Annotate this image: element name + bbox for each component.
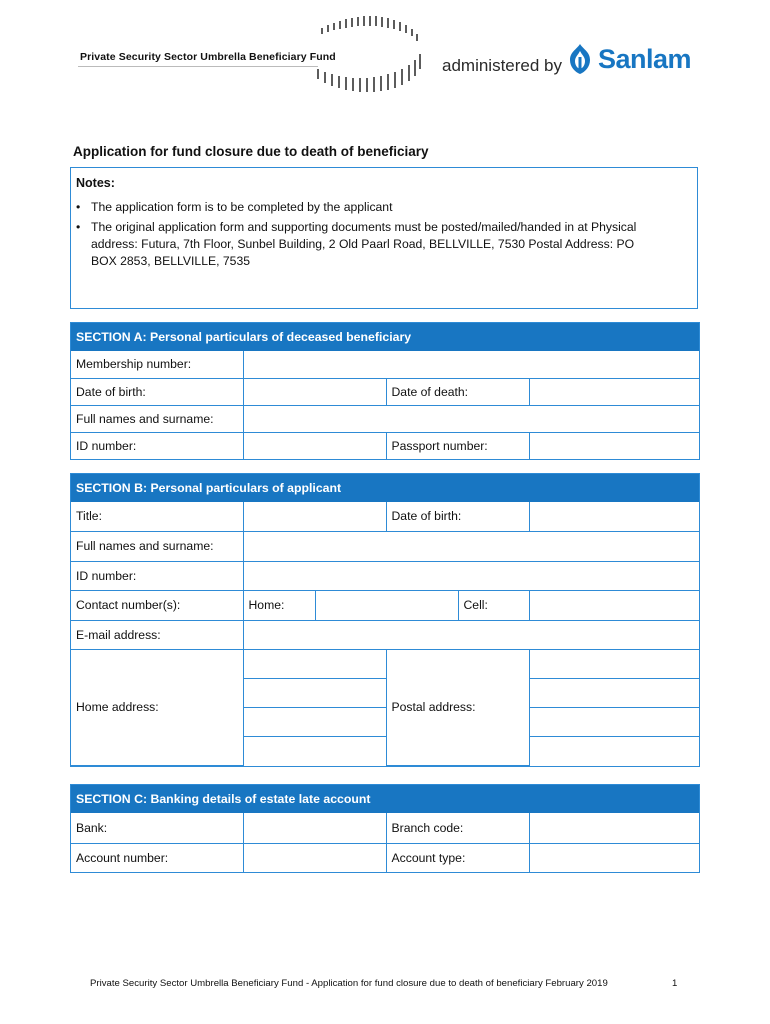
date-of-death-label: Date of death: <box>386 378 529 405</box>
applicant-id-number-field[interactable] <box>243 561 699 590</box>
applicant-dob-label: Date of birth: <box>386 502 529 531</box>
page-footer: Private Security Sector Umbrella Beneficiary Fund - Application for fund closure due to death of beneficiary February 2019 <box>90 978 608 989</box>
section-c <box>70 784 700 873</box>
note-item: • The original application form and supporting documents must be posted/mailed/handed in at Physical address: Futura, 7th Floor, Sunbel Building, 2 Old Paarl Road, BELLVILLE, 7530 Postal Address: PO BOX 2853, BELLVILLE, 7535 <box>76 220 637 268</box>
passport-number-label: Passport number: <box>386 432 529 459</box>
postal-address-line-3[interactable] <box>529 707 699 736</box>
notes-box <box>70 167 698 309</box>
administered-by-label: administered by <box>442 56 563 75</box>
email-label: E-mail address: <box>71 620 243 649</box>
bank-label: Bank: <box>71 813 243 843</box>
postal-address-label: Postal address: <box>386 649 529 765</box>
deceased-id-number-label: ID number: <box>71 432 243 459</box>
email-field[interactable] <box>243 620 699 649</box>
form-title: Application for fund closure due to death of beneficiary <box>73 144 429 159</box>
section-a-title: SECTION A: Personal particulars of deceased beneficiary <box>71 323 699 351</box>
page-number: 1 <box>672 978 678 989</box>
membership-number-label: Membership number: <box>71 351 243 378</box>
bullet-icon: • <box>76 220 81 234</box>
applicant-full-names-label: Full names and surname: <box>71 531 243 561</box>
cell-phone-label: Cell: <box>458 590 529 620</box>
membership-number-field[interactable] <box>243 351 699 378</box>
note-item: • The application form is to be completed by the applicant <box>76 200 393 214</box>
notes-list <box>71 199 697 273</box>
postal-address-line-4[interactable] <box>529 736 699 765</box>
account-number-label: Account number: <box>71 843 243 872</box>
home-address-line-4[interactable] <box>243 736 386 765</box>
section-b-table <box>71 502 699 766</box>
deceased-dob-label: Date of birth: <box>71 378 243 405</box>
section-c-table <box>71 813 699 872</box>
postal-address-line-2[interactable] <box>529 678 699 707</box>
home-address-line-3[interactable] <box>243 707 386 736</box>
section-b-title: SECTION B: Personal particulars of applicant <box>71 474 699 502</box>
applicant-title-label: Title: <box>71 502 243 531</box>
date-of-death-field[interactable] <box>529 378 699 405</box>
deceased-id-number-field[interactable] <box>243 432 386 459</box>
notes-heading: Notes: <box>76 176 115 190</box>
cell-phone-field[interactable] <box>529 590 699 620</box>
applicant-full-names-field[interactable] <box>243 531 699 561</box>
sanlam-logo-icon <box>566 42 594 76</box>
applicant-dob-field[interactable] <box>529 502 699 531</box>
home-phone-field[interactable] <box>315 590 458 620</box>
section-a-table <box>71 351 699 459</box>
account-type-label: Account type: <box>386 843 529 872</box>
applicant-title-field[interactable] <box>243 502 386 531</box>
account-number-field[interactable] <box>243 843 386 872</box>
bullet-icon: • <box>76 200 81 214</box>
deceased-full-names-field[interactable] <box>243 405 699 432</box>
section-b <box>70 473 700 767</box>
deceased-dob-field[interactable] <box>243 378 386 405</box>
account-type-field[interactable] <box>529 843 699 872</box>
section-c-title: SECTION C: Banking details of estate late account <box>71 785 699 813</box>
branch-code-label: Branch code: <box>386 813 529 843</box>
contact-numbers-label: Contact number(s): <box>71 590 243 620</box>
postal-address-line-1[interactable] <box>529 649 699 678</box>
home-address-line-2[interactable] <box>243 678 386 707</box>
bank-field[interactable] <box>243 813 386 843</box>
home-phone-label: Home: <box>243 590 315 620</box>
section-a <box>70 322 700 460</box>
passport-number-field[interactable] <box>529 432 699 459</box>
branch-code-field[interactable] <box>529 813 699 843</box>
sanlam-brand: Sanlam <box>598 44 692 74</box>
deceased-full-names-label: Full names and surname: <box>71 405 243 432</box>
home-address-label: Home address: <box>71 649 243 765</box>
fund-name: Private Security Sector Umbrella Beneficiary Fund <box>80 51 336 63</box>
applicant-id-number-label: ID number: <box>71 561 243 590</box>
home-address-line-1[interactable] <box>243 649 386 678</box>
